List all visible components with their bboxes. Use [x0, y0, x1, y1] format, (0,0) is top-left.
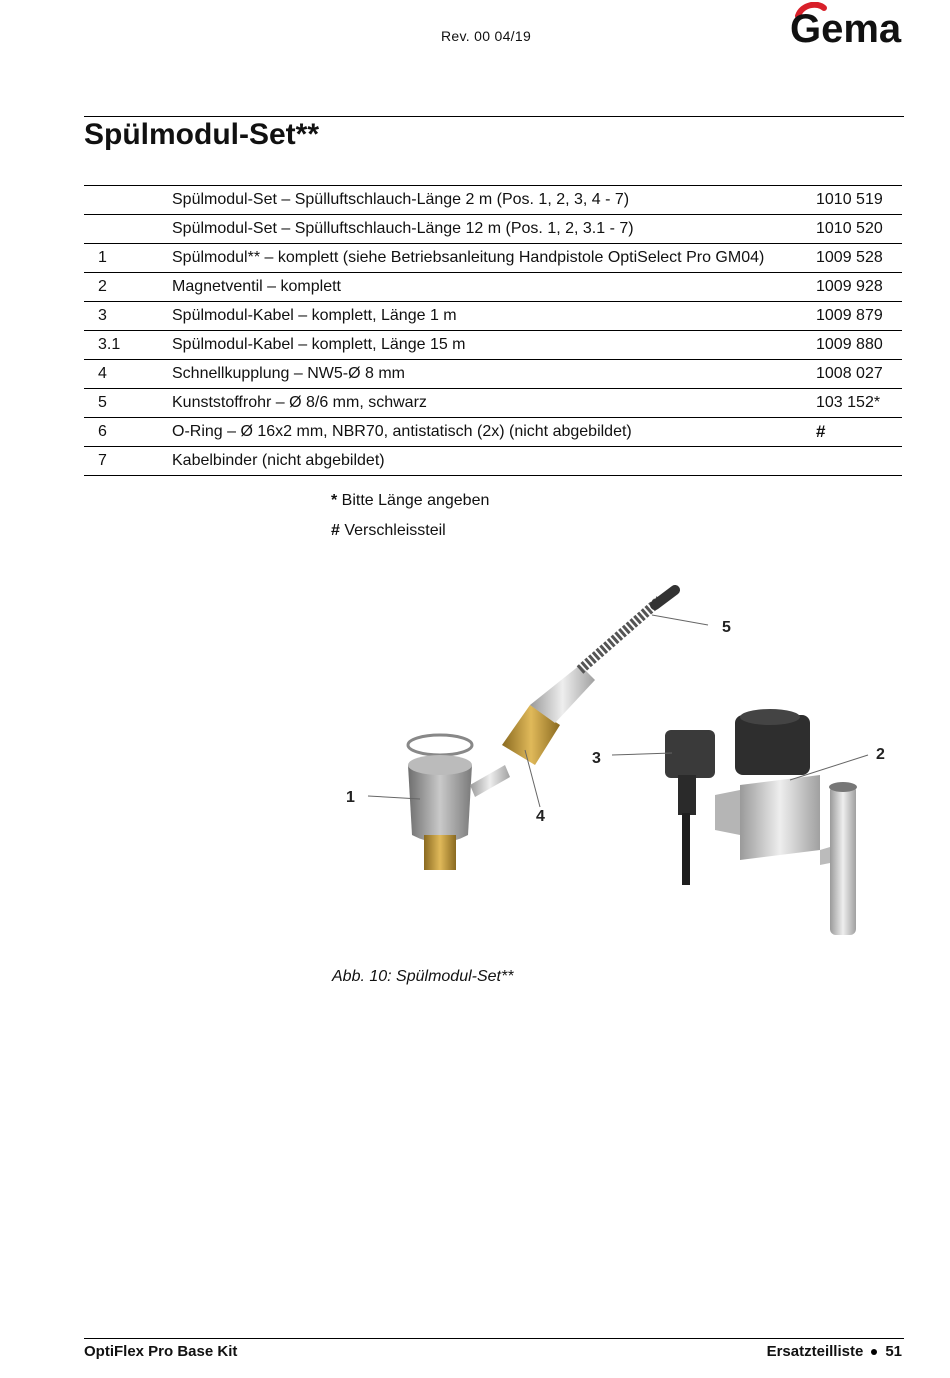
callout-4: 4	[536, 808, 545, 825]
part-number: 1010 519	[816, 191, 883, 208]
part-position: 2	[98, 278, 107, 295]
part-description: Schnellkupplung – NW5-Ø 8 mm	[172, 365, 405, 382]
part-position: 4	[98, 365, 107, 382]
note-length	[331, 492, 489, 510]
part-position: 6	[98, 423, 107, 440]
table-row	[84, 389, 902, 418]
part-position: 3	[98, 307, 107, 324]
part-position: 1	[98, 249, 107, 266]
table-row	[84, 215, 902, 244]
part-5-hose-drawing	[580, 590, 675, 670]
part-4-coupling-drawing	[502, 665, 595, 765]
exploded-view-figure	[330, 585, 910, 965]
table-row	[84, 244, 902, 273]
footer-page-number: 51	[885, 1343, 902, 1360]
part-position	[84, 215, 172, 244]
callout-3: 3	[592, 750, 601, 767]
part-description: Spülmodul-Kabel – komplett, Länge 1 m	[172, 307, 457, 324]
parts-table	[84, 185, 902, 476]
part-description: Magnetventil – komplett	[172, 278, 341, 295]
part-number: #	[816, 422, 826, 441]
part-description: Kabelbinder (nicht abgebildet)	[172, 452, 385, 469]
table-row	[84, 360, 902, 389]
part-number	[812, 447, 902, 476]
part-number: 1009 528	[816, 249, 883, 266]
note-length-text: Bitte Länge angeben	[337, 492, 490, 509]
footer-rule	[84, 1338, 904, 1339]
part-number: 1009 879	[816, 307, 883, 324]
part-description: O-Ring – Ø 16x2 mm, NBR70, antistatisch (2x) (nicht abgebildet)	[172, 423, 632, 440]
table-row	[84, 447, 902, 476]
gema-logo	[788, 2, 906, 48]
footer-product: OptiFlex Pro Base Kit	[84, 1343, 238, 1360]
header-rule	[84, 116, 904, 117]
part-description: Spülmodul-Set – Spülluftschlauch-Länge 12 m (Pos. 1, 2, 3.1 - 7)	[172, 220, 634, 237]
revision-label: Rev. 00 04/19	[441, 28, 532, 44]
part-number: 1009 880	[816, 336, 883, 353]
part-description: Spülmodul-Set – Spülluftschlauch-Länge 2 m (Pos. 1, 2, 3, 4 - 7)	[172, 191, 630, 208]
part-description: Spülmodul-Kabel – komplett, Länge 15 m	[172, 336, 466, 353]
note-wear-text: Verschleissteil	[339, 522, 446, 539]
part-position: 3.1	[98, 336, 121, 353]
note-length-mark: *	[331, 492, 338, 509]
figure-caption: Abb. 10: Spülmodul-Set**	[332, 968, 514, 985]
table-row	[84, 273, 902, 302]
part-3-cable-drawing	[665, 730, 715, 885]
part-2-valve-drawing	[715, 709, 857, 935]
table-row	[84, 331, 902, 360]
note-wear	[331, 522, 446, 540]
part-position: 5	[98, 394, 107, 411]
part-number: 1008 027	[816, 365, 883, 382]
page-title: Spülmodul-Set**	[84, 118, 320, 151]
callout-1: 1	[346, 789, 355, 806]
callout-2: 2	[876, 746, 885, 763]
footer-section-label: Ersatzteilliste	[766, 1343, 864, 1360]
table-row	[84, 418, 902, 447]
part-description: Kunststoffrohr – Ø 8/6 mm, schwarz	[172, 394, 427, 411]
table-row	[84, 186, 902, 215]
part-position	[84, 186, 172, 215]
footer-section	[767, 1343, 902, 1360]
note-wear-mark: #	[331, 522, 340, 539]
part-position: 7	[98, 452, 107, 469]
brand-text: Gema	[790, 7, 902, 48]
part-description: Spülmodul** – komplett (siehe Betriebsanleitung Handpistole OptiSelect Pro GM04)	[172, 249, 765, 266]
part-number: 1010 520	[816, 220, 883, 237]
table-row	[84, 302, 902, 331]
part-1-module-drawing	[408, 735, 510, 870]
callout-5: 5	[722, 619, 731, 636]
footer-bullet-icon	[871, 1349, 877, 1355]
part-number: 1009 928	[816, 278, 883, 295]
part-number: 103 152*	[816, 394, 881, 411]
